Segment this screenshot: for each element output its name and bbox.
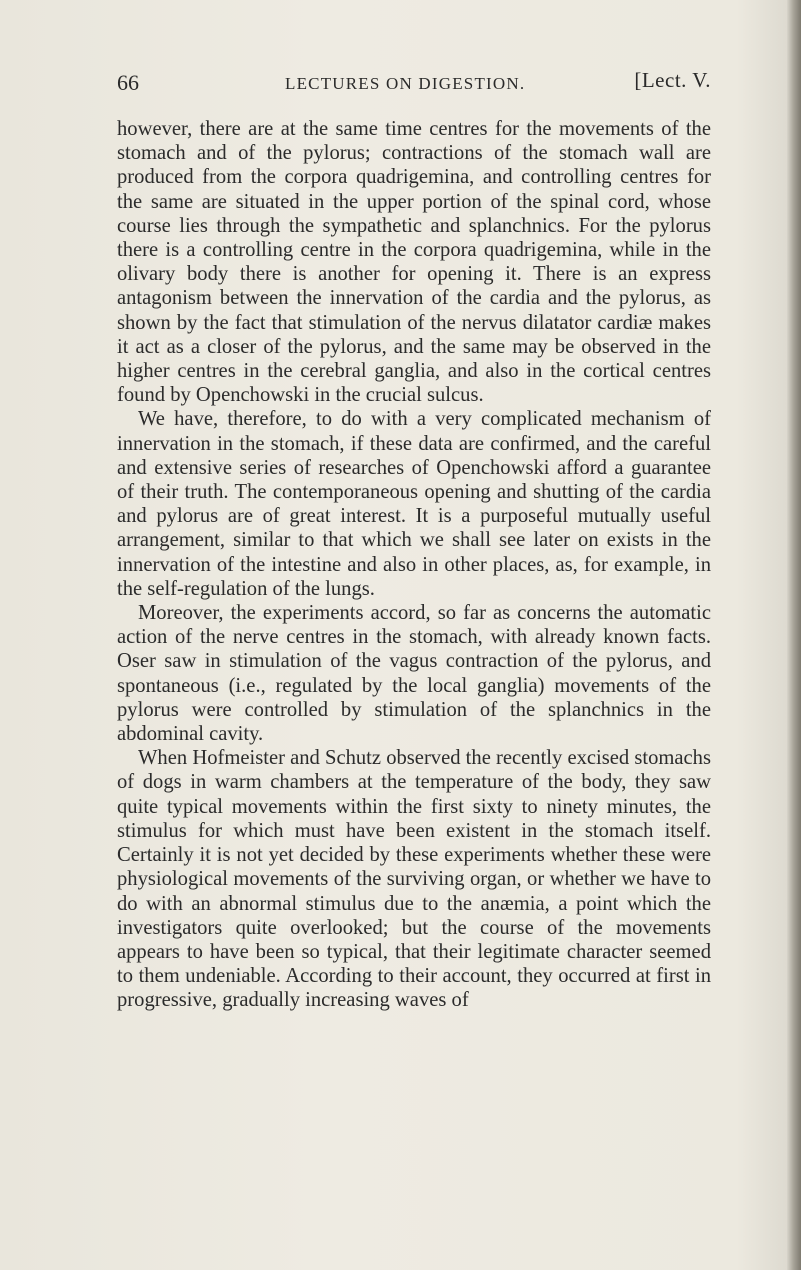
- running-header: [117, 62, 711, 102]
- running-title: LECTURES ON DIGESTION.: [285, 74, 526, 93]
- paragraph-2: We have, therefore, to do with a very complicated mechanism of innervation in the stomach, if these data are confirmed, and the careful and extensive series of researches of Openchowski afford a guarantee of their truth. The contemporaneous opening and shutting of the cardia and pylorus are of great interest. It is a purposeful mutually useful arrangement, similar to that which we shall see later on exists in the innervation of the intestine and also in other places, as, for example, in the self-regulation of the lungs.: [117, 408, 711, 600]
- page-gutter-shadow: [787, 0, 801, 1270]
- section-reference: [Lect. V.: [634, 68, 711, 92]
- paragraph-4: When Hofmeister and Schutz observed the recently excised stomachs of dogs in warm chambers at the temperature of the body, they saw quite typical movements within the first sixty to ninety minutes, the stimulus for which must have been existent in the stomach itself. Certainly it is not yet decided by these experiments whether these were physiological movements of the surviving organ, or whether we have to do with an abnormal stimulus due to the anæmia, a point which the investigators quite overlooked; but the course of the movements appears to have been so typical, that their legitimate character seemed to them undeniable. According to their account, they occurred at first in progressive, gradually increasing waves of: [117, 747, 711, 1012]
- paragraph-1: however, there are at the same time centres for the movements of the stomach and of the pylorus; contractions of the stomach wall are produced from the corpora quadrigemina, and controlling centres for the same are situated in the upper portion of the spinal cord, whose course lies through the sympathetic and splanchnics. For the pylorus there is a controlling centre in the corpora quadrigemina, while in the olivary body there is another for opening it. There is an express antagonism between the innervation of the cardia and the pylorus, as shown by the fact that stimulation of the nervus dilatator cardiæ makes it act as a closer of the pylorus, and the same may be observed in the higher centres in the cerebral ganglia, and also in the cortical centres found by Openchowski in the crucial sulcus.: [117, 118, 711, 407]
- body-text: [117, 117, 711, 1013]
- page-number: 66: [117, 70, 139, 95]
- paragraph-3: Moreover, the experiments accord, so far as concerns the automatic action of the nerve centres in the stomach, with already known facts. Oser saw in stimulation of the vagus contraction of the pylorus, and spontaneous (i.e., regulated by the local ganglia) movements of the pylorus were controlled by stimulation of the splanchnics in the abdominal cavity.: [117, 602, 711, 746]
